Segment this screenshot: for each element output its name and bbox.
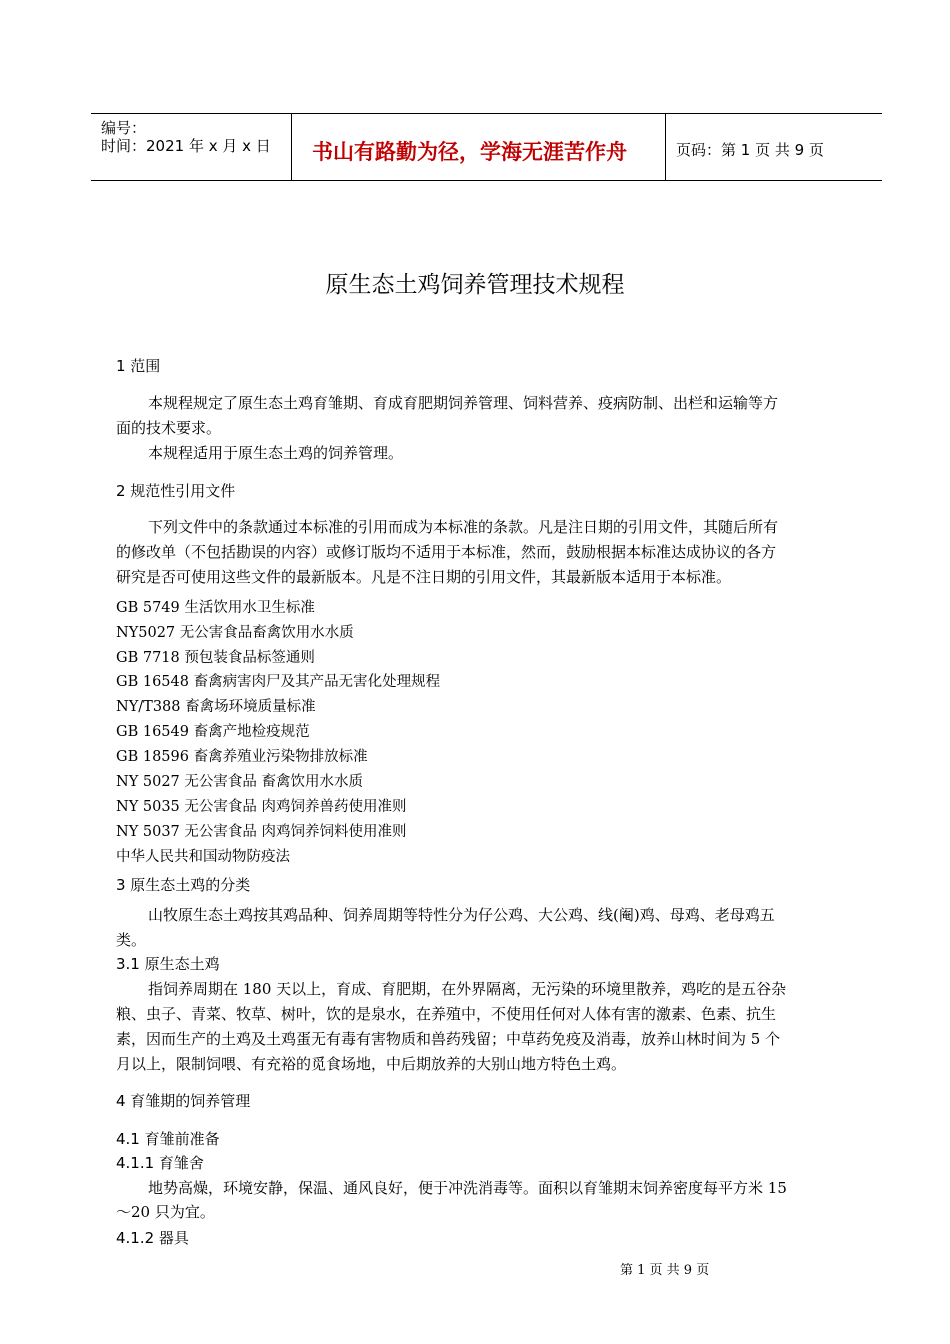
paragraph-line: 类。 (116, 931, 147, 949)
paragraph-line: 山牧原生态土鸡按其鸡品种、饲养周期等特性分为仔公鸡、大公鸡、线(阉)鸡、母鸡、老母鸡五 (148, 906, 775, 924)
reference-item: NY5027 无公害食品畜禽饮用水水质 (116, 625, 354, 641)
section-3-1-heading: 3.1 原生态土鸡 (116, 955, 220, 973)
paragraph-line: 的修改单（不包括勘误的内容）或修订版均不适用于本标准，然而，鼓励根据本标准达成协议的各方 (116, 543, 777, 561)
header-motto-cell (292, 114, 666, 180)
section-4-1-2-heading: 4.1.2 器具 (116, 1229, 189, 1247)
page-header (91, 113, 882, 181)
reference-item: GB 16548 畜禽病害肉尸及其产品无害化处理规程 (116, 674, 441, 690)
header-page-cell (666, 114, 882, 180)
paragraph-line: 下列文件中的条款通过本标准的引用而成为本标准的条款。凡是注日期的引用文件，其随后所有 (148, 518, 779, 536)
paragraph-line: 面的技术要求。 (116, 419, 222, 437)
section-3-heading: 3 原生态土鸡的分类 (116, 876, 251, 894)
paragraph-line: 研究是否可使用这些文件的最新版本。凡是不注日期的引用文件，其最新版本适用于本标准。 (116, 568, 732, 586)
paragraph-line: 月以上，限制饲喂、有充裕的觅食场地，中后期放养的大别山地方特色土鸡。 (116, 1055, 627, 1073)
section-4-1-1-heading: 4.1.1 育雏舍 (116, 1154, 204, 1172)
number-label: 编号： (101, 119, 147, 137)
reference-item: NY 5035 无公害食品 肉鸡饲养兽药使用准则 (116, 799, 407, 815)
paragraph-line: 粮、虫子、青菜、牧草、树叶，饮的是泉水，在养殖中，不使用任何对人体有害的激素、色素、抗生 (116, 1005, 777, 1023)
motto-text: 书山有路勤为径，学海无涯苦作舟 (312, 140, 627, 164)
document-title: 原生态土鸡饲养管理技术规程 (325, 272, 625, 298)
reference-item: GB 7718 预包装食品标签通则 (116, 650, 315, 666)
reference-item: GB 18596 畜禽养殖业污染物排放标准 (116, 749, 368, 765)
reference-item: NY 5037 无公害食品 肉鸡饲养饲料使用准则 (116, 824, 407, 840)
paragraph-line: 地势高燥，环境安静，保温、通风良好，便于冲洗消毒等。面积以育雏期末饲养密度每平方米 15 (148, 1179, 787, 1197)
section-2-heading: 2 规范性引用文件 (116, 482, 236, 500)
section-4-heading: 4 育雏期的饲养管理 (116, 1092, 251, 1110)
reference-item: 中华人民共和国动物防疫法 (116, 849, 290, 865)
paragraph-line: 本规程规定了原生态土鸡育雏期、育成育肥期饲养管理、饲料营养、疫病防制、出栏和运输等方 (148, 394, 779, 412)
reference-item: GB 5749 生活饮用水卫生标准 (116, 600, 315, 616)
paragraph-line: ～20 只为宜。 (116, 1203, 215, 1221)
section-4-1-heading: 4.1 育雏前准备 (116, 1130, 220, 1148)
page-footer: 第 1 页 共 9 页 (620, 1263, 710, 1278)
reference-item: NY 5027 无公害食品 畜禽饮用水水质 (116, 774, 363, 790)
reference-item: GB 16549 畜禽产地检疫规范 (116, 724, 310, 740)
section-1-heading: 1 范围 (116, 357, 161, 375)
reference-item: NY/T388 畜禽场环境质量标准 (116, 699, 316, 715)
header-meta-cell (91, 114, 292, 180)
header-page-info: 页码：第 1 页 共 9 页 (676, 141, 824, 159)
paragraph-line: 本规程适用于原生态土鸡的饲养管理。 (148, 444, 404, 462)
paragraph-line: 指饲养周期在 180 天以上，育成、育肥期，在外界隔离，无污染的环境里散养，鸡吃的是五谷杂 (148, 980, 787, 998)
time-label: 时间：2021 年 x 月 x 日 (101, 137, 271, 155)
paragraph-line: 素，因而生产的土鸡及土鸡蛋无有毒有害物质和兽药残留；中草药免疫及消毒，放养山林时间为 5 个 (116, 1030, 781, 1048)
